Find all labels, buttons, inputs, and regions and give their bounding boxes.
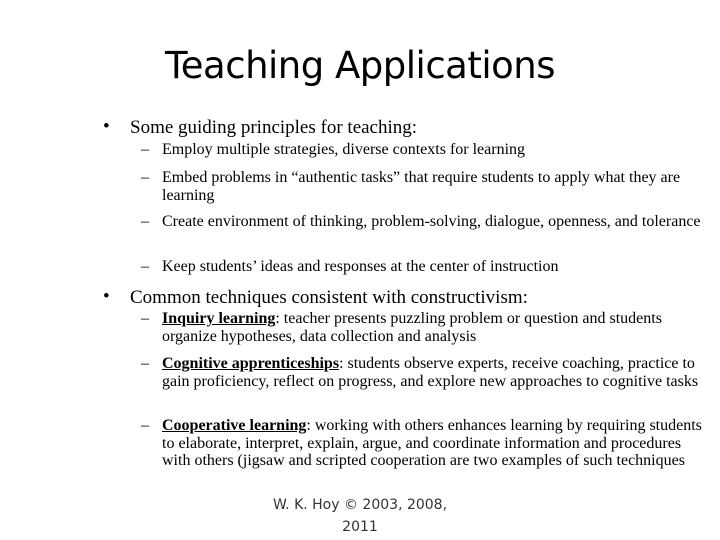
- dash-marker: –: [141, 141, 149, 158]
- principle-item: Embed problems in “authentic tasks” that require students to apply what they are learning: [162, 169, 681, 204]
- principle-item: Employ multiple strategies, diverse contexts for learning: [162, 141, 526, 158]
- technique-description: : working with others enhances learning by requiring students to elaborate, interpret, explain, argue, and coordinate information and procedures with others (jigsaw and scripted cooperation are two examples of such techniques: [162, 417, 702, 469]
- technique-description: : teacher presents puzzling problem or question and students organize hypotheses, data collection and analysis: [162, 310, 662, 345]
- dash-marker: –: [141, 417, 149, 434]
- dash-marker: –: [141, 258, 149, 275]
- technique-item: [162, 310, 707, 345]
- principle-item: Keep students’ ideas and responses at the center of instruction: [162, 258, 559, 275]
- copyright-footer: [250, 494, 470, 538]
- dash-marker: –: [141, 310, 149, 327]
- bullet-marker: •: [103, 286, 110, 307]
- slide-title: Teaching Applications: [164, 44, 556, 87]
- technique-term: Inquiry learning: [162, 310, 276, 327]
- footer-line: 2011: [342, 519, 378, 535]
- technique-item: [162, 417, 707, 470]
- dash-marker: –: [141, 169, 149, 186]
- dash-marker: –: [141, 213, 149, 230]
- dash-marker: –: [141, 355, 149, 372]
- technique-item: [162, 355, 707, 390]
- bullet-principles: Some guiding principles for teaching:: [130, 117, 418, 138]
- footer-line: W. K. Hoy © 2003, 2008,: [272, 497, 448, 513]
- bullet-techniques: Common techniques consistent with constructivism:: [130, 287, 528, 308]
- bullet-marker: •: [103, 116, 110, 137]
- principle-item: Create environment of thinking, problem-solving, dialogue, openness, and tolerance: [162, 213, 701, 230]
- technique-term: Cognitive apprenticeships: [162, 355, 340, 372]
- technique-term: Cooperative learning: [162, 417, 307, 434]
- technique-description: : students observe experts, receive coaching, practice to gain proficiency, reflect on progress, and explore new approaches to cognitive tasks: [162, 355, 699, 390]
